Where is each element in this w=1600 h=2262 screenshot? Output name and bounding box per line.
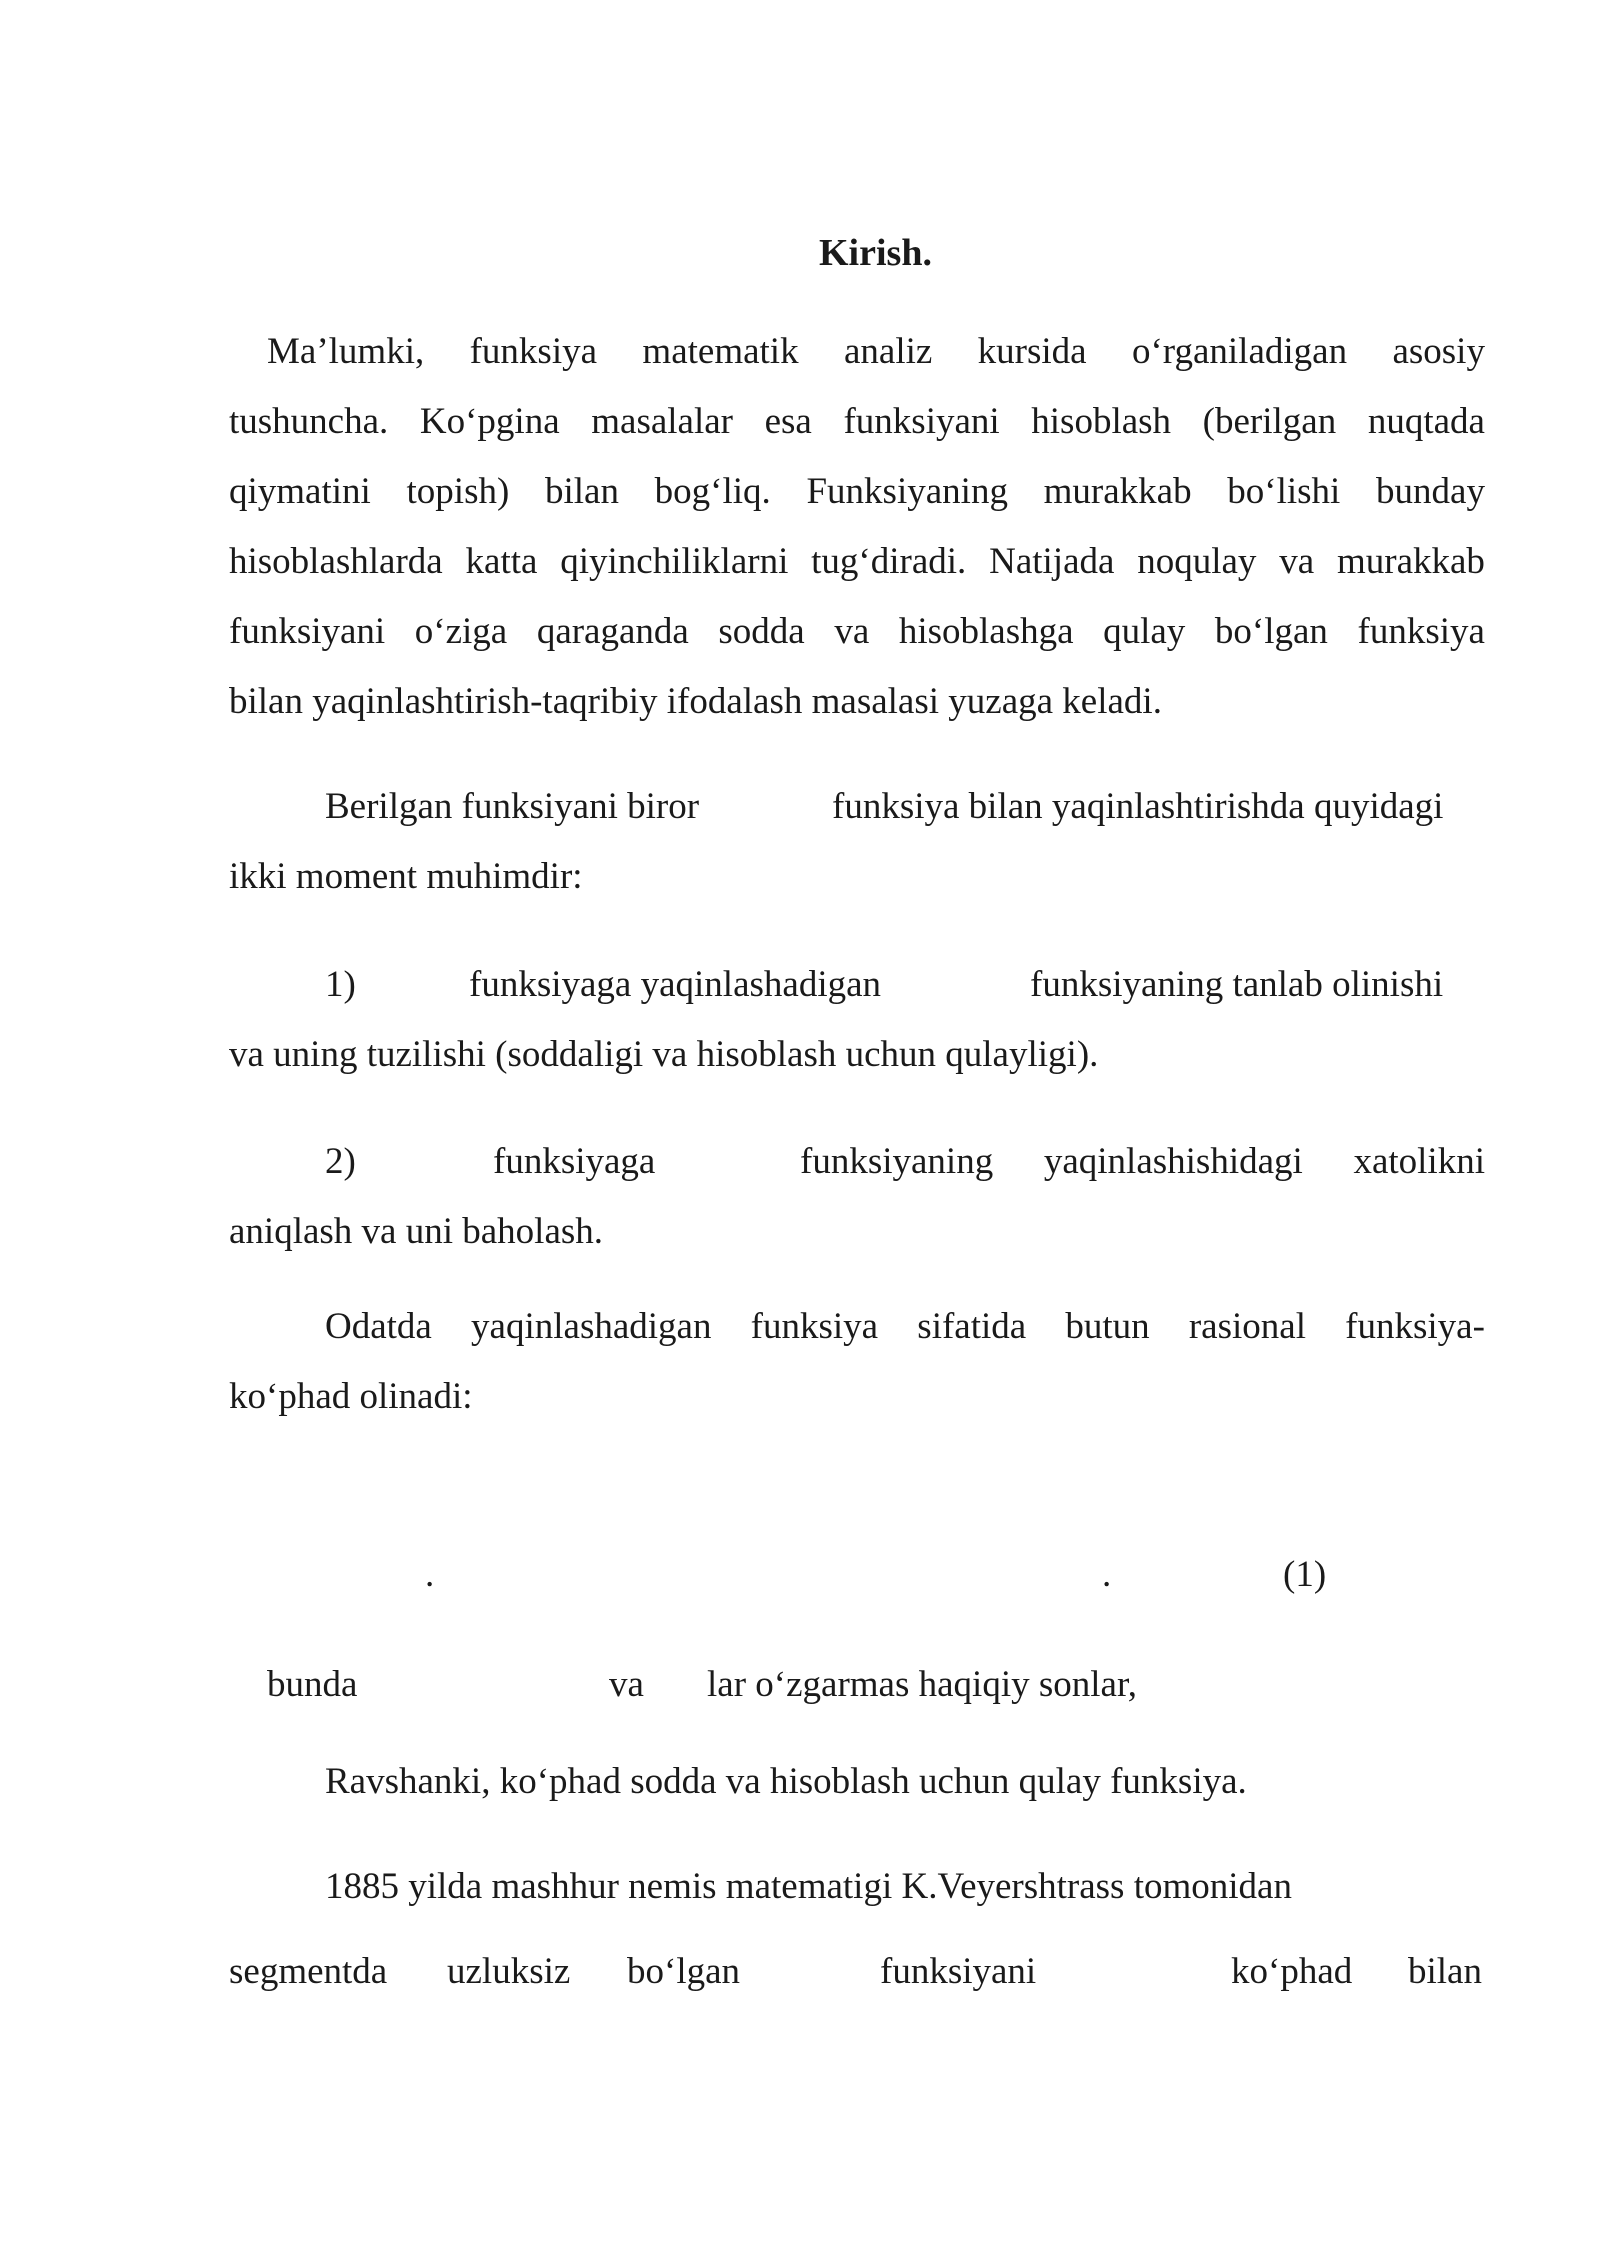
word: bo‘lgan (627, 1951, 741, 1992)
paragraph-line: ko‘phad olinadi: (229, 1376, 473, 1417)
where-text: va (609, 1664, 644, 1705)
word: bo‘lgan (1214, 611, 1328, 652)
word: qiymatini (229, 471, 371, 512)
word: sodda (718, 611, 805, 652)
word: hisoblashga (898, 611, 1074, 652)
list-item-text: funksiyaga (493, 1141, 656, 1182)
word: (berilgan (1202, 401, 1337, 442)
paragraph-line (267, 330, 1485, 374)
word: funksiya (1357, 611, 1485, 652)
list-item-line: aniqlash va uni baholash. (229, 1211, 604, 1252)
word: katta (465, 541, 538, 582)
word: hisoblash (1031, 401, 1172, 442)
list-item-line: va uning tuzilishi (soddaligi va hisoblash uchun qulayligi). (229, 1034, 1099, 1075)
word: funksiyani (880, 1951, 1037, 1992)
paragraph-line (229, 610, 1485, 654)
word: funksiyani (229, 611, 386, 652)
word: Ko‘pgina (419, 401, 560, 442)
word: asosiy (1392, 331, 1485, 372)
where-text: lar o‘zgarmas haqiqiy sonlar, (707, 1664, 1138, 1705)
paragraph-line (229, 470, 1485, 514)
word: murakkab (1043, 471, 1192, 512)
word: rasional (1188, 1306, 1306, 1347)
word: tushuncha. (229, 401, 389, 442)
word: uzluksiz (447, 1951, 571, 1992)
word: ko‘phad (1231, 1951, 1353, 1992)
word: Ma’lumki, (267, 331, 425, 372)
word: funksiya (750, 1306, 879, 1347)
formula-dot: . (1102, 1554, 1112, 1595)
word: noqulay (1137, 541, 1257, 582)
word: topish) (406, 471, 510, 512)
word: analiz (843, 331, 933, 372)
word: nuqtada (1367, 401, 1485, 442)
where-text: bunda (267, 1664, 358, 1705)
word: sifatida (917, 1306, 1027, 1347)
list-item-text: funksiyaning tanlab olinishi (1030, 964, 1444, 1005)
formula-dot: . (425, 1554, 435, 1595)
paragraph-text: Berilgan funksiyani biror (325, 786, 700, 827)
word: o‘rganiladigan (1131, 331, 1348, 372)
word: va (1279, 541, 1315, 582)
word: Odatda (325, 1306, 432, 1347)
word: bilan (1408, 1951, 1482, 1992)
paragraph-line: 1885 yilda mashhur nemis matematigi K.Veyershtrass tomonidan (325, 1866, 1292, 1907)
word: butun (1065, 1306, 1150, 1347)
word: bilan (544, 471, 619, 512)
list-item-text (800, 1140, 1485, 1184)
paragraph-line (325, 1305, 1485, 1349)
word: murakkab (1336, 541, 1485, 582)
word: bo‘lishi (1227, 471, 1341, 512)
paragraph-text: funksiya bilan yaqinlashtirishda quyidagi (832, 786, 1444, 827)
list-number: 1) (325, 964, 356, 1005)
word: yaqinlashadigan (471, 1306, 712, 1347)
paragraph-line (229, 400, 1485, 444)
paragraph-line (229, 540, 1485, 584)
word: funksiya- (1345, 1306, 1485, 1347)
section-heading: Kirish. (819, 232, 932, 274)
word: segmentda (229, 1951, 388, 1992)
word: funksiya (469, 331, 598, 372)
word: hisoblashlarda (229, 541, 443, 582)
word: funksiyani (843, 401, 1000, 442)
word: yaqinlashishidagi (1043, 1141, 1303, 1182)
word: bunday (1376, 471, 1485, 512)
list-item-text: funksiyaga yaqinlashadigan (469, 964, 882, 1005)
word: xatolikni (1353, 1141, 1485, 1182)
word: Funksiyaning (806, 471, 1008, 512)
word: esa (764, 401, 812, 442)
list-number: 2) (325, 1141, 356, 1182)
word: matematik (642, 331, 799, 372)
word: qulay (1103, 611, 1186, 652)
word: tug‘diradi. (811, 541, 967, 582)
word: qiyinchiliklarni (560, 541, 789, 582)
word: masalalar (591, 401, 733, 442)
paragraph-line: ikki moment muhimdir: (229, 856, 583, 897)
word: o‘ziga (414, 611, 508, 652)
word: kursida (977, 331, 1087, 372)
word: qaraganda (536, 611, 689, 652)
word: va (834, 611, 870, 652)
word: Natijada (989, 541, 1115, 582)
paragraph-line: Ravshanki, ko‘phad sodda va hisoblash uchun qulay funksiya. (325, 1761, 1247, 1802)
equation-number: (1) (1283, 1554, 1327, 1595)
word: bog‘liq. (654, 471, 771, 512)
word: funksiyaning (800, 1141, 994, 1182)
paragraph-line: bilan yaqinlashtirish-taqribiy ifodalash masalasi yuzaga keladi. (229, 681, 1162, 722)
